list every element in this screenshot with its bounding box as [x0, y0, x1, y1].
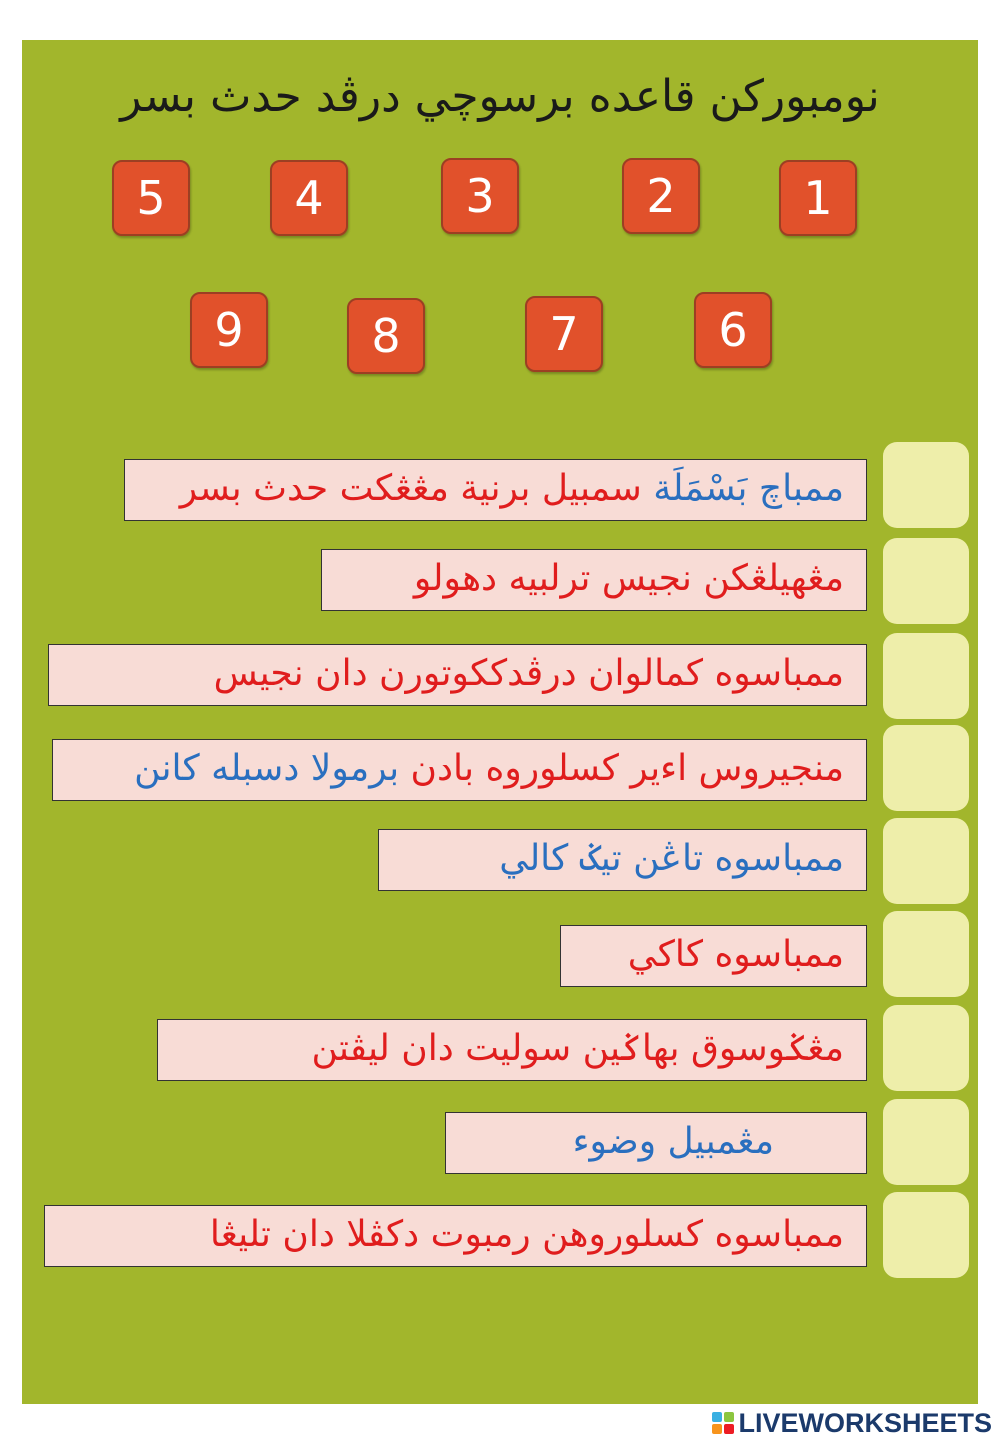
statement-row-1 — [124, 459, 867, 521]
statement-text: ممباسوه تاڠن تيݢ كالي — [499, 838, 844, 879]
answer-drop-box-5[interactable] — [883, 818, 969, 904]
number-tile-2[interactable]: 2 — [622, 158, 700, 234]
statement-text: مڠهيلڠكن نجيس ترلبيه دهولو — [413, 558, 844, 599]
statement-text: ممباسوه كسلوروهن رمبوت دكڤلا دان تليڠا — [209, 1214, 844, 1255]
answer-drop-box-9[interactable] — [883, 1192, 969, 1278]
answer-drop-box-1[interactable] — [883, 442, 969, 528]
statement-text: ممباسوه كمالوان درڤدككوتورن دان نجيس — [213, 653, 844, 694]
statement-row-7 — [157, 1019, 867, 1081]
statement-text: مڠمبيل وضوء — [572, 1121, 774, 1162]
number-tile-3[interactable]: 3 — [441, 158, 519, 234]
number-tile-6[interactable]: 6 — [694, 292, 772, 368]
answer-drop-box-7[interactable] — [883, 1005, 969, 1091]
statement-row-2 — [321, 549, 867, 611]
answer-drop-box-6[interactable] — [883, 911, 969, 997]
statement-text: ممباچ بَسْمَلَة — [641, 468, 844, 509]
statement-text: منجيروس اءير كسلوروه بادن — [399, 748, 844, 789]
worksheet-title: نومبوركن قاعده برسوچي درڤد حدث بسر — [120, 71, 880, 122]
number-tile-7[interactable]: 7 — [525, 296, 603, 372]
statement-row-8 — [445, 1112, 867, 1174]
answer-drop-box-4[interactable] — [883, 725, 969, 811]
statement-row-4 — [52, 739, 867, 801]
statement-text: مڠݢوسوق بهاݢين سوليت دان ليڤتن — [311, 1028, 844, 1069]
statement-row-3 — [48, 644, 867, 706]
worksheet-area — [22, 40, 978, 1404]
answer-drop-box-2[interactable] — [883, 538, 969, 624]
number-tile-5[interactable]: 5 — [112, 160, 190, 236]
statement-row-9 — [44, 1205, 867, 1267]
statement-row-6 — [560, 925, 867, 987]
number-tile-8[interactable]: 8 — [347, 298, 425, 374]
number-tile-1[interactable]: 1 — [779, 160, 857, 236]
answer-drop-box-3[interactable] — [883, 633, 969, 719]
number-tile-9[interactable]: 9 — [190, 292, 268, 368]
statement-row-5 — [378, 829, 867, 891]
number-tile-4[interactable]: 4 — [270, 160, 348, 236]
statement-text: سمبيل برنية مڠڠكت حدث بسر — [179, 468, 642, 509]
liveworksheets-logo-icon — [712, 1412, 734, 1434]
statement-text: ممباسوه كاكي — [627, 934, 844, 975]
statement-text: برمولا دسبله كانن — [134, 748, 400, 789]
answer-drop-box-8[interactable] — [883, 1099, 969, 1185]
liveworksheets-logo — [712, 1406, 992, 1440]
liveworksheets-logo-text: LIVEWORKSHEETS — [738, 1407, 992, 1438]
